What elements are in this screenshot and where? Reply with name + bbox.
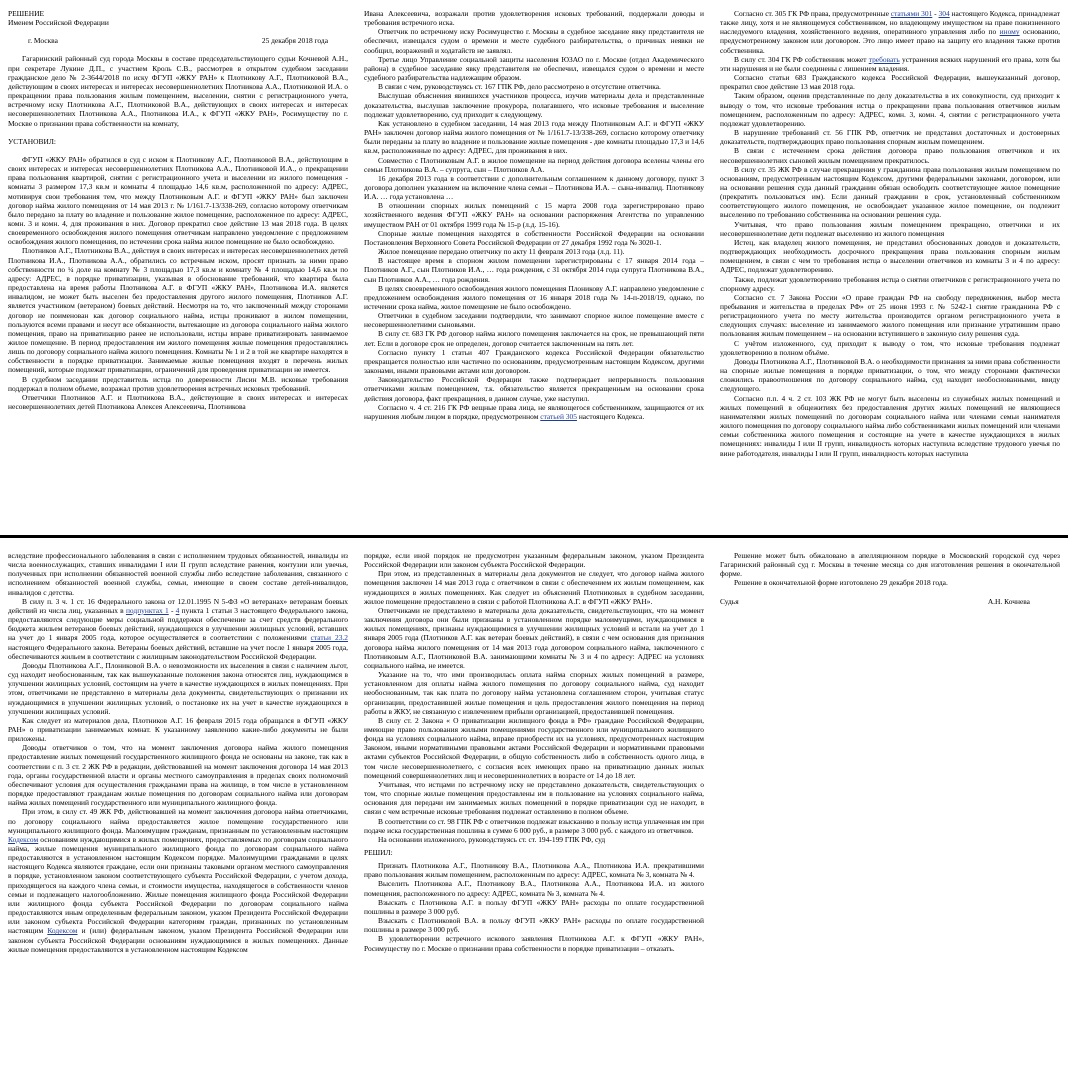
text-run: В силу п. 3 ч. 1 ст. 16 Федерального закона от 12.01.1995 N 5-ФЗ «О ветеранах» ветеранам боевых действий из числа лиц, указанных в	[8, 596, 348, 615]
paragraph: Согласно ст. 7 Закона России «О праве граждан РФ на свободу передвижения, выбор места пребывания и жительства в пределах РФ» от 25 июня 1993 г. № 5242-1 снятие гражданина РФ с регистрационного учета по месту жительства производится органом регистрационного учета в следующих случаях: выселение из занимаемого жилого помещения или признание утратившим право пользования жилым помещением – на основании вступившего в законную силу решения суда.	[720, 292, 1060, 339]
paragraph: Гагаринский районный суд города Москвы в составе председательствующего судьи Кочневой А.Н., при секретаре Лукине Д.П., с участием Кроль С.В., рассмотрев в открытом судебном заседании гражданское дело № 2-3644/2018 по иску ФГУП «ЖКУ РАН» к Плотникову А.Г., Плотниковой В.А., действующим в своих интересах и интересах несовершеннолетних Плотникова А.А., Плотниковой И.А. о прекращении права пользования жилым помещением, выселении, снятии с регистрационного учета, встречному иску Плотникова А.Г., Плотниковой В.А., действующих в своих интересах и интересах несовершеннолетних Плотникова А.А., Плотникова И.А., к ФГУП «ЖКУ РАН», Росимуществу по г. Москве о признании права собственности на комнату,	[8, 54, 348, 128]
paragraph: Решение в окончательной форме изготовлено 29 декабря 2018 года.	[734, 578, 948, 588]
section-heading-reshil: РЕШИЛ:	[364, 848, 393, 857]
paragraph: В настоящее время в спорном жилом помещении зарегистрированы с 17 января 2014 года – Плотников А.Г., сын Плотников И.А., … года рождения, с 31 октября 2014 года супруга Плотникова В.А., сын Плотников А.А., … года рождения.	[364, 256, 704, 284]
top-column-2	[356, 0, 712, 532]
text-run: В силу ст. 304 ГК РФ собственник может	[734, 54, 867, 64]
link-trebovat[interactable]: требовать	[868, 54, 900, 64]
paragraph: Указание на то, что ими производилась оплата найма спорных жилых помещений в размере, установленном для оплаты найма жилого помещения по договору социального найма, суд находит необоснованным, так как плата по договору найма установлена соглашением сторон, учитывая статус организации, предоставившей жилые помещения и цель предоставления жилого помещения на период работы в ЖКУ, не связанную с извлечением прибыли организацией, предоставившей помещения.	[364, 670, 704, 716]
signature-row	[720, 597, 1060, 606]
document-subtitle: Именем Российской Федерации	[8, 18, 109, 28]
paragraph	[720, 9, 1060, 55]
judge-name: А.Н. Кочнева	[987, 596, 1030, 606]
paragraph: Ивана Алексеевича, возражали против удовлетворения исковых требований, поддержали доводы и требования встречного иска.	[364, 9, 704, 28]
paragraph: На основании изложенного, руководствуясь ст. ст. 194-199 ГПК РФ, суд	[378, 834, 606, 844]
text-run: Согласно ч. 4 ст. 216 ГК РФ вещные права лица, не являющегося собственником, защищаются от их нарушения любым лицом в порядке, предусмотренном	[364, 402, 704, 421]
link-subparagraphs-1[interactable]: подпунктах 1	[125, 605, 169, 615]
paragraph: Ответчики в судебном заседании подтвердили, что занимают спорное жилое помещение вместе с несовершеннолетними сыновьями.	[364, 311, 704, 330]
city: г. Москва	[28, 36, 58, 46]
paragraph: Как установлено в судебном заседании, 14 мая 2013 года между Плотниковым А.Г. и ФГУП «ЖКУ РАН» заключен договор найма жилого помещения от № 1/161.7-13/338-269, согласно которому ответчику были переданы за плату во владение и пользование жилые помещения - две комнаты площадью 17,3 и 14,6 кв.м, расположенные по адресу: АДРЕС, для проживания в них.	[364, 118, 704, 156]
judge-label: Судья	[720, 596, 739, 606]
paragraph: Согласно статьи 683 Гражданского кодекса Российской Федерации, вышеуказанный договор, прекратил свое действие 13 мая 2018 года.	[720, 73, 1060, 92]
link-article-304[interactable]: 304	[938, 9, 950, 18]
section-heading-ustanovil: УСТАНОВИЛ:	[8, 136, 56, 146]
paragraph: Решение может быть обжаловано в апелляционном порядке в Московский городской суд через Гагаринский районный суд г. Москвы в течение месяца со дня изготовления решения в окончательной форме.	[720, 551, 1060, 579]
paragraph: При этом, из представленных в материалы дела документов не следует, что договор найма жилого помещения заключен 14 мая 2013 года с ответчиком в связи с обеспечением их жилым помещением, как нуждающихся в жилых помещениях. Как следует из объяснений Плотниковых в судебном заседании, жилое помещение предоставлено в связи с работой Плотникова А.Г. в ФГУП «ЖКУ РАН».	[364, 569, 704, 606]
paragraph: В нарушение требований ст. 56 ГПК РФ, ответчик не представил достаточных и достоверных доказательств, подтверждающих право пользования спорным жилым помещением.	[720, 128, 1060, 147]
paragraph: Истец, как владелец жилого помещения, не представил обоснованных доводов и доказательств, подтверждающих необходимость досрочного прекращения права пользования спорным жилым помещением, в связи с чем то требования истца о выселении ответчиков из комнаты 3 и 4 по адресу: АДРЕС, подлежат удовлетворению.	[720, 237, 1060, 275]
paragraph: Третье лицо Управление социальной защиты населения ЮЗАО по г. Москве (отдел Академического района) в судебное заседание явку представителя не обеспечил, извещался судом о времени и месте судебного разбирательства надлежащим образом.	[364, 54, 704, 83]
link-article-301[interactable]: статьями 301	[890, 9, 933, 18]
paragraph: Признать Плотникова А.Г., Плотникову В.А., Плотникова А.А., Плотникова И.А. прекратившими право пользования жилым помещением, расположенным по адресу: АДРЕС, комната № 3, комната № 4.	[364, 861, 704, 880]
text-run: настоящего Федерального закона. Ветераны боевых действий, вставшие на учет после 1 января 2005 года, обеспечиваются жильем в соответствии с жилищным законодательством Российской Федерации.	[8, 642, 348, 661]
paragraph: В целях своевременного освобождения жилого помещения Плоникову А.Г. направлено уведомление с предложением освобождения жилого помещения от 16 января 2018 года № 14-п-2018/19, однако, по истечении срока найма, жилое помещение не было освобождено.	[364, 283, 704, 311]
top-column-3	[712, 0, 1068, 532]
top-column-1	[0, 0, 356, 532]
paragraph: Законодательство Российской Федерации также подтверждает непрерывность пользования ответчиками жилым помещением, т.к. обязательство является прекращенным на основании срока действия договора, факт прекращения, в данном случае, уже наступил.	[364, 375, 704, 403]
paragraph: Согласно пункту 1 статьи 407 Гражданского кодекса Российской Федерации обязательство прекращается полностью или частично по основаниям, предусмотренным настоящим Кодексом, другими законами, иными правовыми актами или договором.	[364, 347, 704, 376]
text-run: Согласно ст. 305 ГК РФ права, предусмотренные	[734, 9, 889, 18]
top-page-band	[0, 0, 1068, 532]
bottom-page-band	[0, 542, 1068, 1080]
paragraph: В связи с истечением срока действия договора право пользования ответчиков и их несовершеннолетних сыновей жилым помещением прекратилось.	[720, 146, 1060, 165]
paragraph	[364, 403, 704, 421]
text-run: основанию, предусмотренному законом или договором. Это лицо имеет право на защиту его владения также против собственника.	[720, 27, 1061, 55]
paragraph: Таким образом, оценив представленные по делу доказательства в их совокупности, суд приходит к выводу о том, что исковые требования истца о прекращении права пользования ответчиков жилым помещением, расположенным по адресу: АДРЕС, комн. 3, комн. 4, снятии с регистрационного учета подлежат удовлетворению.	[720, 91, 1060, 128]
paragraph: вследствие профессионального заболевания в связи с исполнением трудовых обязанностей, инвалиды из числа военнослужащих, ставших инвалидами I или II групп вследствие ранения, контузии или увечья, полученных при исполнении обязанностей военной службы либо вследствие заболевания, связанного с исполнением обязанностей военной службы, семьи, имеющие в своем составе детей-инвалидов, инвалидов с детства.	[8, 551, 348, 597]
text-run: и (или) федеральным законом, указом Президента Российской Федерации или законом субъекта Российской Федерации основаниям нуждающимися в жилых помещениях. Данные жилые помещения предоставляются в установленном настоящим Кодексом	[8, 926, 349, 954]
paragraph: В связи с чем, руководствуясь ст. 167 ГПК РФ, дело рассмотрено в отсутствие ответчика.	[378, 82, 661, 92]
paragraph: Как следует из материалов дела, Плотников А.Г. 16 февраля 2015 года обращался в ФГУП «ЖКУ РАН» о приватизации занимаемых комнат. К указанному заявлению какие-либо документы не были приложены.	[8, 715, 348, 744]
paragraph	[8, 597, 348, 661]
text-run: -	[170, 605, 174, 615]
paragraph	[8, 807, 348, 954]
paragraph: Доводы Плотникова А.Г., Плониковой В.А. о невозможности их выселения в связи с наличием льгот, суд находит необоснованным, так как вышеуказанные положения закона относятся лиц, нуждающимся в улучшении жилищных условий, состоящим на учете в качестве нуждающихся в жилых помещениях. При этом, ответчиками не представлено в материалы дела документы, свидетельствующих о признании их нуждающимися в улучшении жилищных условий, о постановке их на учет в качестве нуждающихся в улучшении жилищных условий.	[8, 660, 348, 716]
paragraph: Ответчики Плотников А.Г. и Плотникова В.А., действующие в своих интересах и интересах несовершеннолетних детей Плотникова Алексея Алексеевича, Плотникова	[8, 392, 348, 412]
bottom-column-2	[356, 542, 712, 1080]
paragraph: В силу ст. 35 ЖК РФ в случае прекращения у гражданина права пользования жилым помещением по основаниям, предусмотренным настоящим Кодексом, другими федеральными законами, договором, или на основании решения суда данный гражданин обязан освободить соответствующее жилое помещение (прекратить пользоваться им). Если данный гражданин в срок, установленный собственником соответствующего жилого помещения, не освобождает указанное жилое помещение, он подлежит выселению по требованию собственника на основании решения суда.	[720, 164, 1060, 220]
text-run: настоящего Кодекса, принадлежат также лицу, хотя и не являющемуся собственником, но владеющему имуществом на праве пожизненного наследуемого владения, хозяйственного ведения, оперативного управления либо по	[720, 9, 1060, 37]
paragraph: Взыскать с Плотникова А.Г. в пользу ФГУП «ЖКУ РАН» расходы по оплате государственной пошлины в размере 3 000 руб.	[364, 897, 704, 916]
paragraph: Ответчик по встречному иску Росимущество г. Москвы в судебное заседание явку представителя не обеспечил, извещался судом о времени и месте судебного разбирательства, о причинах неявки не сообщил, возражений и ходатайств не заявлял.	[364, 27, 704, 55]
paragraph: Учитывая, что истцами по встречному иску не представлено доказательств, свидетельствующих о том, что спорные жилые помещения предоставлены им в пользование на условиях социального найма, основания для передачи им занимаемых жилых помещений в порядке приватизации суд не находит, в связи с чем встречные исковые требования подлежат оставлению в полном объеме.	[364, 779, 704, 817]
paragraph: Учитывая, что право пользования жилым помещением прекращено, ответчики и их несовершеннолетние дети подлежат выселению из жилого помещения	[720, 219, 1060, 238]
paragraph: Согласно п.п. 4 ч. 2 ст. 103 ЖК РФ не могут быть выселены из служебных жилых помещений и жилых помещений в общежитиях без предоставления других жилых помещений не являющиеся нанимателями жилых помещений по договорам социального найма или членами семьи нанимателя жилого помещения по договору социального найма либо собственниками жилых помещений или членами семьи собственника жилого помещения и состоящие на учете в качестве нуждающихся в жилых помещениях: инвалиды I или II групп, инвалидность которых наступила вследствие трудового увечья по вине работодателя, инвалиды I или II групп, инвалидность которых наступила	[720, 393, 1060, 458]
text-run: настоящего Кодекса.	[578, 411, 645, 421]
text-run: При этом, в силу ст. 49 ЖК РФ, действовавшей на момент заключения договора найма ответчиками, по договору социального найма предоставляется жилое помещение государственного или муниципального жилищного фонда. Малоимущим гражданам, признанным по установленным настоящим	[8, 807, 348, 835]
paragraph: Ответчиками не представлено в материалы дела доказательств, свидетельствующих, что на момент заключения договора они были признаны в установленном порядке малоимущими, нуждающимися в жилых помещениях, признаны нуждающимися в улучшении жилищных условий и встали на учет до 1 января 2005 года (Плотников А.Г. как ветеран боевых действий), в связи с чем основания для признания договора найма жилого помещения от 14 мая 2013 года договором социального найма, заключенного с Плотниковым А.Г., Плотниковой В.А. занимающими комнаты № 3 и 4 по адресу: АДРЕС на условиях социального найма, не имеется.	[364, 605, 704, 670]
paragraph: В силу ст. 683 ГК РФ договор найма жилого помещения заключается на срок, не превышающий пяти лет. Если в договоре срок не определен, договор считается заключенным на пять лет.	[364, 329, 704, 348]
text-run: основаниям нуждающимися в жилых помещениях, предоставляемых по договорам социального найма, жилые помещения муниципального жилищного фонда по договорам социального найма предоставляются в установленном настоящим Кодексом порядке. Малоимущими гражданами в целях настоящего Кодекса являются граждане, если они признаны таковыми органом местного самоуправления в порядке, установленном законом соответствующего субъекта Российской Федерации, с учетом дохода, приходящегося на каждого члена семьи, и стоимости имущества, находящегося в собственности членов семьи и подлежащего налогообложению. Жилые помещения жилищного фонда Российской Федерации или жилищного фонда субъекта Российской Федерации по договорам социального найма предоставляются иным определенным федеральным законом, указом Президента Российской Федерации или законом субъекта Российской Федерации категориям граждан, признанных по установленным настоящим	[8, 834, 349, 936]
decision-date: 25 декабря 2018 года	[261, 36, 328, 46]
paragraph: Жилое помещение передано ответчику по акту 11 февраля 2013 года (л.д. 11).	[378, 247, 625, 257]
paragraph: В удовлетворении встречного искового заявления Плотникова А.Г. к ФГУП «ЖКУ РАН», Росимуществу по г. Москве о признании права собственности в порядке приватизации – отказать.	[364, 934, 704, 953]
paragraph: Доводы ответчиков о том, что на момент заключения договора найма жилого помещения предоставление жилых помещений государственного жилищного фонда не основаны на законе, так как в соответствии с п. 3 ст. 2 ЖК РФ в редакции, действовавшей на момент заключения договора 14 мая 2013 года, органы государственной власти и органы местного самоуправления в пределах своих полномочий обеспечивают условия для осуществления гражданами права на жилище, в том числе в установленном порядке предоставляют гражданам жилые помещения по договорам социального найма или договорам найма жилых помещений государственного или муниципального жилищного фонда.	[8, 743, 348, 808]
text-run: пункта 1 статьи 3 настоящего Федерального закона, предоставляются следующие меры социальной поддержки обеспечение за счет средств федерального бюджета жильем ветеранов боевых действий, нуждающихся в улучшении жилищных условий, вставших на учет до 1 января 2005 года, которое осуществляется в соответствии с положениями	[8, 605, 348, 643]
paragraph: Взыскать с Плотниковой В.А. в пользу ФГУП «ЖКУ РАН» расходы по оплате государственной пошлины в размере 3 000 руб.	[364, 916, 704, 935]
document-title: РЕШЕНИЕ	[8, 9, 45, 18]
bottom-column-3	[712, 542, 1068, 1080]
paragraph	[720, 55, 1060, 73]
paragraph: Совместно с Плотниковым А.Г. в жилое помещение на период действия договора вселены члены его семьи Плотникова В.А. – супруга, сын – Плотников А.А.	[364, 155, 704, 174]
paragraph: Доводы Плотникова А.Г., Плотниковой В.А. о необходимости признания за ними права собственности на спорные жилые помещения в порядке приватизации, о том, что между сторонами фактически сложились правоотношения по договору социального найма, суд находит необоснованными, ввиду следующего.	[720, 356, 1060, 394]
paragraph: Выслушав объяснения явившихся участников процесса, изучив материалы дела и представленные доказательства, выслушав заключение прокурора, полагавшего, что исковые требования и выселение подлежат удовлетворению, суд приходит к следующему.	[364, 91, 704, 119]
link-article-23-2[interactable]: статьи 23.2	[310, 633, 349, 643]
paragraph: порядке, если иной порядок не предусмотрен указанным федеральным законом, указом Президента Российской Федерации или законом субъекта Российской Федерации.	[364, 551, 704, 570]
link-kodeksom[interactable]: Кодексом	[47, 926, 78, 936]
link-inomu[interactable]: иному	[999, 27, 1020, 37]
paragraph: Также, подлежат удовлетворению требования истца о снятии ответчиков с регистрационного учета по спорному адресу.	[720, 274, 1060, 293]
link-article-305[interactable]: статьей 305	[540, 411, 577, 421]
paragraph: В отношении спорных жилых помещений с 15 марта 2008 года зарегистрировано право хозяйственного ведения ФГУП «ЖКУ РАН» на основании распоряжения Агентства по управлению имуществом РАН от 01 октября 1999 года № 15-р (л.д. 15-16).	[364, 201, 704, 229]
place-date-row	[8, 36, 348, 45]
bottom-column-1	[0, 542, 356, 1080]
text-run: -	[934, 9, 937, 18]
paragraph: 16 декабря 2013 года в соответствии с дополнительным соглашением к данному договору, пункт 3 договора дополнен указанием на включение члена семьи – Плотникова И.А. – сына-инвалид. Плотникову И.А. … года установлена …	[364, 173, 704, 202]
paragraph: Выселить Плотникова А.Г., Плотникову В.А., Плотникова А.А., Плотникова И.А. из жилого помещения, расположенного по адресу: АДРЕС, комната № 3, комната № 4.	[364, 879, 704, 898]
link-kodeksom[interactable]: Кодексом	[8, 834, 39, 844]
paragraph: Плотников А.Г., Плотникова В.А., действуя в своих интересах и интересах несовершеннолетних детей Плотникова И.А., Плотникова А.А., обратились со встречным иском, просят признать за ними право собственности по ¼ доле на комнату № 3 площадью 17,3 кв.м и комнату № 4 площадью 14,6 кв.м по адресу: АДРЕС, в порядке приватизации, указывая в обоснование требований, что квартира была предоставлена на время работы Плотникова А.Г. в ФГУП «ЖКУ РАН», Плотникова И.А. является инвалидом, не может быть выселен без предоставления другого жилого помещения, Плотников А.Г. является участником (ветераном) боевых действий. Несмотря на то, что заключенный между сторонами договор не поименован как договор социального найма, истцы проживают в жилом помещении, пользуются всеми правами и несут все обязанности, вытекающие из договора социального найма жилого помещения, право на приватизацию ранее не использовали, истцы вправе приватизировать занимаемое жилое помещение. В период предоставления им жилого помещения жилые помещения предоставлялись лишь по договору социального найма жилого помещения. Комнаты № 1 и 2 в той же квартире находятся в собственности в порядке приватизации. Занимаемые жилые помещения входят в перечень жилых помещений, которые подлежат приватизации, ограничений для проведения приватизации не имеется.	[8, 246, 348, 375]
link-subparagraph-4[interactable]: 4	[175, 605, 180, 615]
paragraph: В силу ст. 2 Закона « О приватизации жилищного фонда в РФ» граждане Российской Федерации, имеющие право пользования жилыми помещениями государственного или муниципального жилищного фонда на условиях социального найма, вправе приобрести их на условиях, предусмотренных настоящим Законом, иными нормативными правовыми актами Российской Федерации и нормативными правовыми актами субъектов Российской Федерации, в общую собственность либо в собственность одного лица, в том числе несовершеннолетнего, с согласия всех имеющих право на приватизацию данных жилых помещений совершеннолетних лиц и несовершеннолетних в возрасте от 14 до 18 лет.	[364, 715, 704, 780]
paragraph: Спорные жилые помещения находятся в собственности Российской Федерации на основании Постановления Верховного Совета Российской Федерации от 27 декабря 1992 года № 3020-1.	[364, 228, 704, 247]
paragraph: ФГУП «ЖКУ РАН» обратился в суд с иском к Плотникову А.Г., Плотниковой В.А., действующим в своих интересах и интересах несовершеннолетних Плотникова А.А., Плотниковой И.А., о прекращении права пользования квартирой, снятии с регистрационного учета и выселении из жилого помещения - комнаты 3 размером 17,3 кв.м и комнаты 4 площадью 14,6 кв.м, расположенной по адресу: АДРЕС, мотивируя свои требования тем, что между Плотниковым А.Г. и ФГУП «ЖКУ РАН» был заключен договор найма жилого помещения от 14 мая 2013 г. № 1/161.7-13/338-269, согласно которому ответчикам было передано за плату во владение и пользование жилое помещение, расположенное по адресу: АДРЕС, комн. 3 и комн. 4, для проживания в них. Договор прекратил свое действие 13 мая 2018 года. В целях своевременного освобождения жилого помещения ответчикам направлено уведомление с предложением освобождения жилого помещения, по истечении срока найма жилое помещение не было освобождено.	[8, 154, 348, 247]
paragraph: С учётом изложенного, суд приходит к выводу о том, что исковые требования подлежат удовлетворению в полном объёме.	[720, 338, 1060, 357]
text-run: устранения всяких нарушений его права, хотя бы эти нарушения и не были соединены с лишением владения.	[720, 54, 1061, 73]
paragraph: В судебном заседании представитель истца по доверенности Лисин М.В. исковые требования поддержал в полном объеме, возражал против удовлетворения встречных исковых требований.	[8, 374, 348, 393]
page-separator	[0, 535, 1068, 538]
paragraph: В соответствии со ст. 98 ГПК РФ с ответчиков подлежат взысканию в пользу истца уплаченная им при подаче иска государственная пошлина в сумме 6 000 руб., в размере 3 000 руб. с каждого из ответчиков.	[364, 816, 704, 835]
